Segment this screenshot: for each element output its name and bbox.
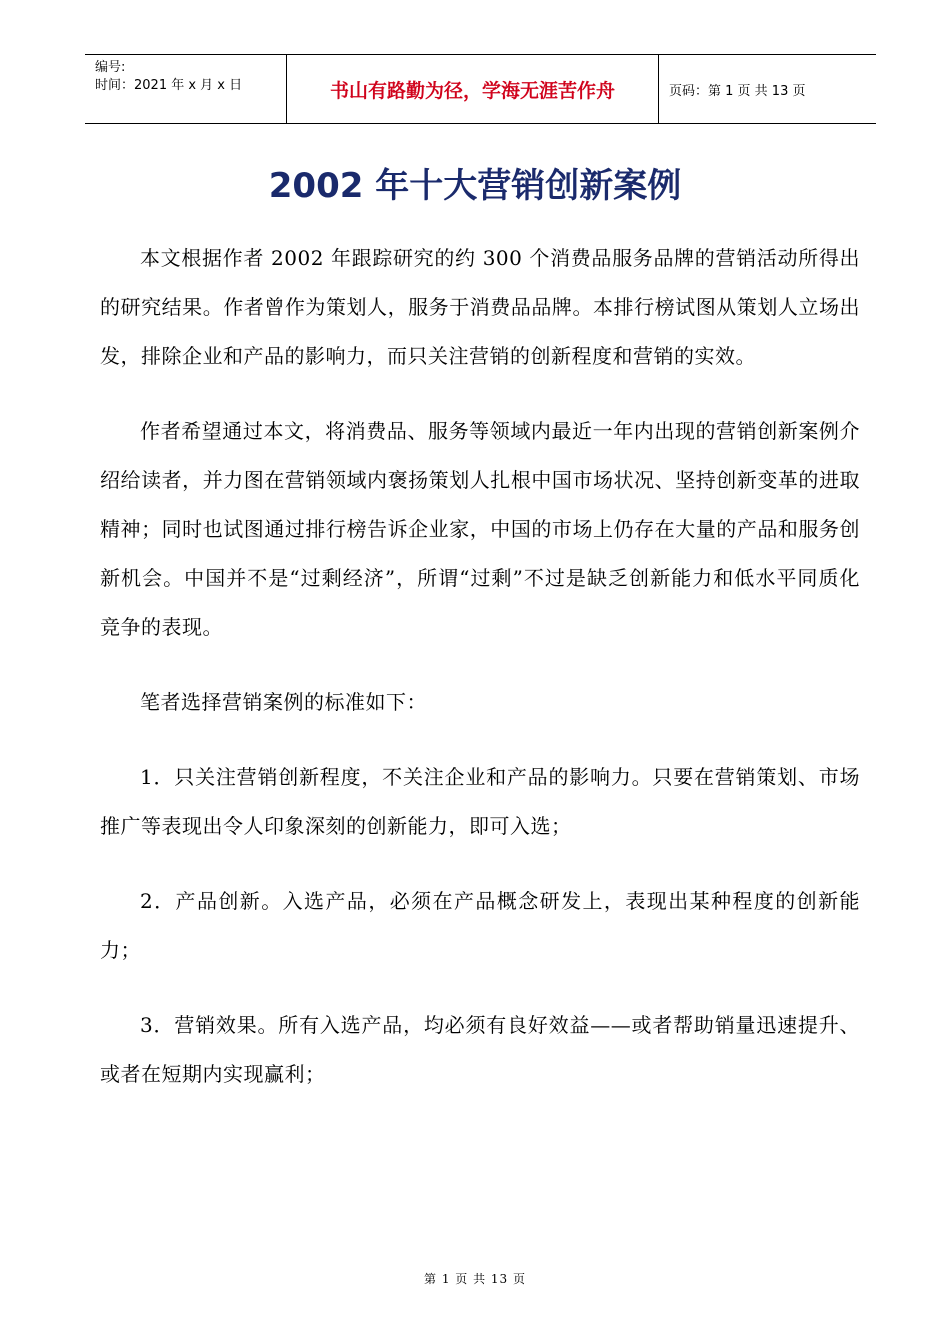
page-header: [85, 54, 876, 124]
document-title: 2002 年十大营销创新案例: [268, 166, 682, 206]
header-meta: [85, 55, 287, 123]
page-footer: 第 1 页 共 13 页: [424, 1272, 526, 1286]
header-motto: 书山有路勤为径，学海无涯苦作舟: [287, 55, 659, 123]
header-page-info: 页码：第 1 页 共 13 页: [669, 83, 806, 99]
number-label: 编号:: [95, 60, 126, 75]
paragraph: 作者希望通过本文，将消费品、服务等领域内最近一年内出现的营销创新案例介绍给读者，并力图在营销领域内褒扬策划人扎根中国市场状况、坚持创新变革的进取精神；同时也试图通过排行榜告诉企业家，中国的市场上仍存在大量的产品和服务创新机会。中国并不是“过剩经济”，所谓“过剩”不过是缺乏创新能力和低水平同质化竞争的表现。: [100, 419, 860, 639]
paragraph: 2．产品创新。入选产品，必须在产品概念研发上，表现出某种程度的创新能力；: [100, 889, 860, 962]
paragraph: 3．营销效果。所有入选产品，均必须有良好效益——或者帮助销量迅速提升、或者在短期内实现赢利；: [100, 1013, 860, 1086]
paragraph: 1．只关注营销创新程度，不关注企业和产品的影响力。只要在营销策划、市场推广等表现出令人印象深刻的创新能力，即可入选；: [100, 765, 860, 838]
document-body: [100, 234, 860, 1125]
paragraph: 本文根据作者 2002 年跟踪研究的约 300 个消费品服务品牌的营销活动所得出的研究结果。作者曾作为策划人，服务于消费品品牌。本排行榜试图从策划人立场出发，排除企业和产品的影响力，而只关注营销的创新程度和营销的实效。: [100, 246, 860, 368]
time-label: 时间：2021 年 x 月 x 日: [95, 78, 243, 93]
paragraph: 笔者选择营销案例的标准如下：: [140, 690, 427, 714]
